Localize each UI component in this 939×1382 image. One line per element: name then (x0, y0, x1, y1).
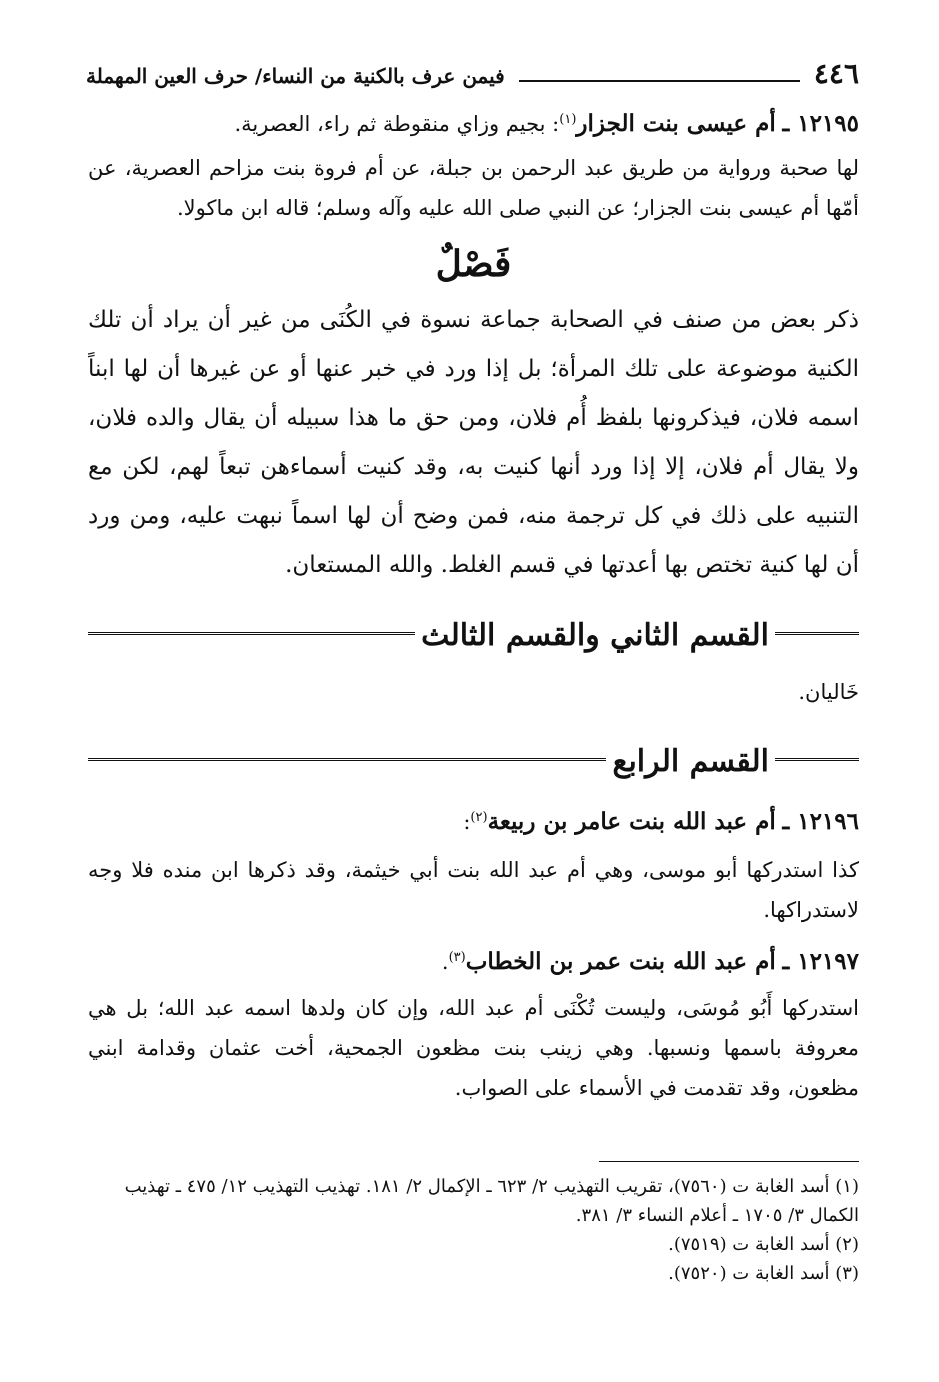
entry-text: : (463, 810, 471, 834)
footnote-separator (599, 1161, 859, 1162)
entry-12197-heading (88, 938, 859, 982)
entry-12196-heading (88, 798, 859, 842)
footnote-ref: (٣) (448, 950, 466, 965)
footnotes (80, 1172, 859, 1288)
entry-name: أم عيسى بنت الجزار (576, 110, 776, 137)
section-heading-4 (88, 738, 859, 784)
heading-rule (775, 632, 859, 638)
section-title: القسم الثاني والقسم الثالث (421, 617, 769, 653)
footnote-ref: (٢) (470, 810, 488, 825)
entry-12196-body: كذا استدركها أبو موسى، وهي أم عبد الله بنت أبي خيثمة، وقد ذكرها ابن منده فلا وجه لاستدراكها. (88, 858, 859, 922)
entry-name: أم عبد الله بنت عمر بن الخطاب (465, 948, 776, 975)
footnote-ref: (١) (559, 112, 577, 127)
entry-name: أم عبد الله بنت عامر بن ربيعة (487, 808, 776, 835)
footnote-1: (١) أسد الغابة ت (٧٥٦٠)، تقريب التهذيب ٢/ ٦٢٣ ـ الإكمال ٢/ ١٨١. تهذيب التهذيب ١٢/ ٤٧٥ ـ تهذيب الكمال ٣/ ١٧٠٥ ـ أعلام النساء ٣/ ٣٨١. (124, 1176, 859, 1226)
entry-12195-heading (88, 100, 859, 144)
entry-text: : بجيم وزاي منقوطة ثم راء، العصرية. (234, 112, 560, 136)
page-content (88, 100, 859, 1108)
section-heading-2-3 (88, 612, 859, 658)
footnote-2: (٢) أسد الغابة ت (٧٥١٩). (668, 1234, 859, 1255)
page-header (86, 48, 859, 88)
page-number: ٤٤٦ (813, 57, 859, 90)
section-2-3-text: خَاليان. (798, 680, 859, 704)
entry-number: ١٢١٩٧ ـ (782, 948, 859, 975)
entry-12197-body: استدركها أَبُو مُوسَى، وليست تُكْنَى أم عبد الله، وإن كان ولدها اسمه عبد الله؛ بل هي معروفة باسمها ونسبها. وهي زينب بنت مظعون الجمحية، أخت عثمان وقدامة ابني مظعون، وقد تقدمت في الأسماء على الصواب. (88, 996, 859, 1100)
heading-rule (88, 758, 606, 764)
heading-rule (88, 632, 415, 638)
fasl-heading: فَصْلٌ (435, 243, 512, 285)
entry-text: . (441, 950, 449, 974)
entry-number: ١٢١٩٥ ـ (782, 110, 859, 137)
entry-number: ١٢١٩٦ ـ (782, 808, 859, 835)
running-title: فيمن عرف بالكنية من النساء/ حرف العين المهملة (86, 64, 505, 88)
header-rule (519, 80, 800, 82)
fasl-paragraph: ذكر بعض من صنف في الصحابة جماعة نسوة في الكُنَى من غير أن يراد أن تلك الكنية موضوعة على تلك المرأة؛ بل إذا ورد في خبر عنها أو عن غيرها أن لها ابناً اسمه فلان، فيذكرونها بلفظ أُم فلان، ومن حق ما هذا سبيله أن يقال والده فلان، ولا يقال أم فلان، إلا إذا ورد أنها كنيت به، وقد كنيت أسماءهن تبعاً لهم، لكن مع التنبيه على ذلك في كل ترجمة منه، فمن وضح أن لها اسماً نبهت عليه، ومن ورد أن لها كنية تختص بها أعدتها في قسم الغلط. والله المستعان. (88, 307, 859, 578)
heading-rule (775, 758, 859, 764)
section-title: القسم الرابع (612, 743, 769, 779)
entry-12195-body: لها صحبة ورواية من طريق عبد الرحمن بن جبلة، عن أم فروة بنت مزاحم العصرية، عن أمّها أم عيسى بنت الجزار؛ عن النبي صلى الله عليه وآله وسلم؛ قاله ابن ماكولا. (88, 156, 859, 220)
footnote-3: (٣) أسد الغابة ت (٧٥٢٠). (668, 1263, 859, 1284)
